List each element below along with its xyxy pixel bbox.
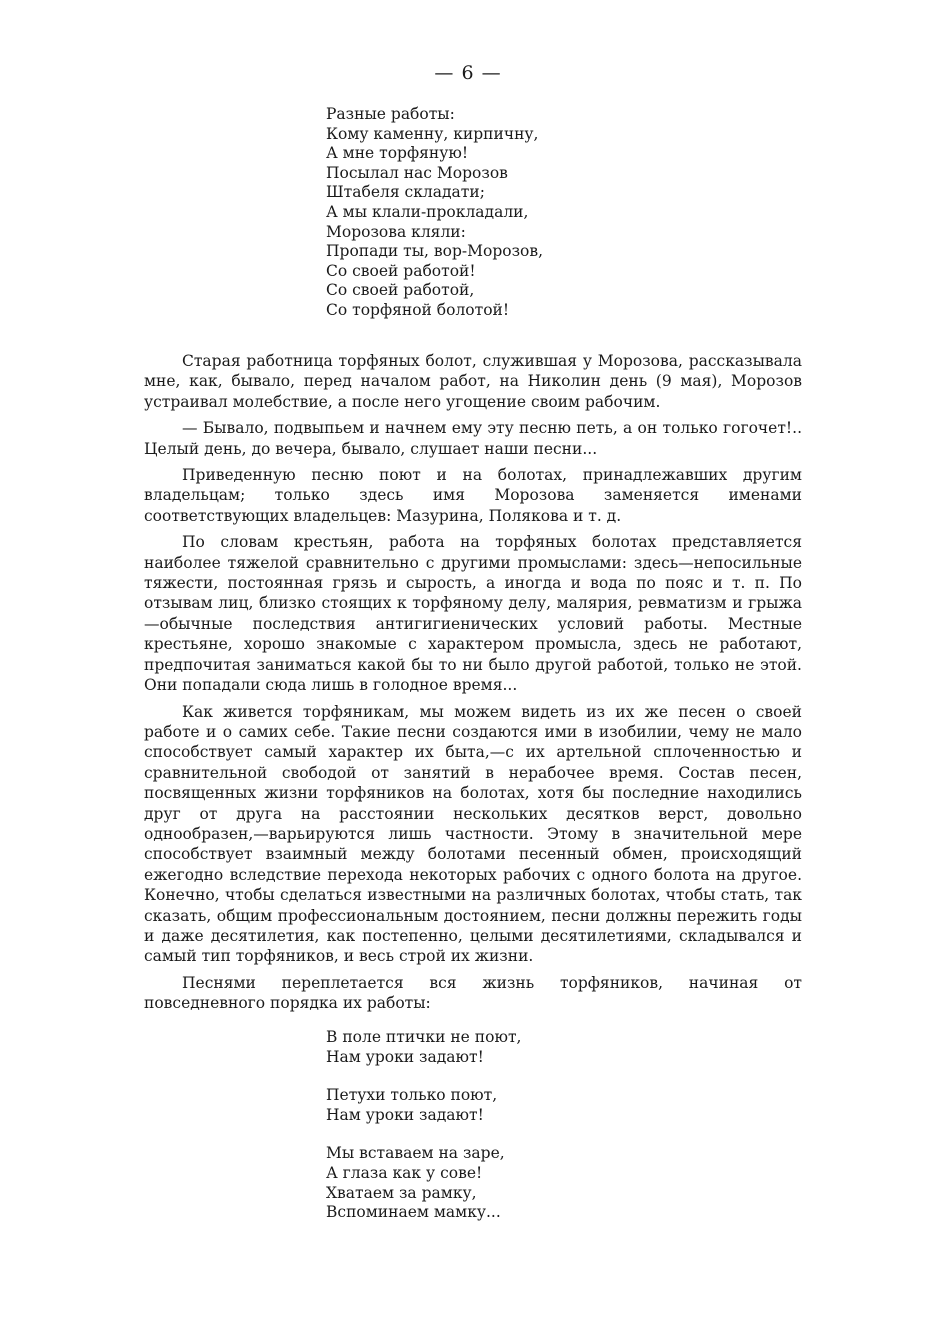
verse-line: Кому каменну, кирпичну,: [326, 124, 539, 143]
verse-line: Нам уроки задают!: [326, 1047, 484, 1066]
verse-line: Нам уроки задают!: [326, 1105, 484, 1124]
verse-line: Со торфяной болотой!: [326, 300, 510, 319]
verse-line: Посылал нас Морозов: [326, 163, 508, 182]
verse-line: Со своей работой,: [326, 281, 475, 300]
verse-line: А мне торфяную!: [326, 144, 469, 163]
stanza: [326, 1086, 521, 1125]
prose-body: [144, 351, 802, 1014]
stanza: [326, 1144, 521, 1222]
stanza: [326, 1028, 521, 1067]
verse-line: Со своей работой!: [326, 261, 476, 280]
verse-line: Пропади ты, вор-Морозов,: [326, 242, 544, 261]
verse-line: Морозова кляли:: [326, 222, 466, 241]
paragraph: Как живется торфяникам, мы можем видеть из их же песен о своей работе и о самих себе. Такие песни создаются ими в изобилии, чему не мало способствует самый характер их быта,—с их артельной сплоченностью и сравнительной свободой от занятий в нерабочее время. Состав песен, посвященных жизни торфяников на болотах, хотя бы последние находились друг от друга на расстоянии нескольких десятков верст, довольно однообразен,—варьируются лишь частности. Этому в значительной мере способствует взаимный между болотами песенный обмен, происходящий ежегодно вследствие перехода некоторых рабочих с одного болота на другое. Конечно, чтобы сделаться известными на различных болотах, чтобы стать, так сказать, общим профессиональным достоянием, песни должны пережить годы и даже десятилетия, как постепенно, целыми десятилетиями, складывался и самый тип торфяников, и весь строй их жизни.: [144, 702, 802, 966]
verse-line: Петухи только поют,: [326, 1086, 498, 1105]
verse-block-top: [326, 105, 543, 321]
verse-line: А глаза как у сове!: [326, 1163, 483, 1182]
paragraph: Старая работница торфяных болот, служившая у Морозова, рассказывала мне, как, бывало, перед началом работ, на Николин день (9 мая), Морозов устраивал молебствие, а после него угощение своим рабочим.: [144, 352, 802, 411]
verse-line: Мы вставаем на заре,: [326, 1144, 505, 1163]
verse-line: Хватаем за рамку,: [326, 1183, 477, 1202]
paragraph: Песнями переплетается вся жизнь торфяников, начиная от повседневного порядка их работы:: [144, 973, 802, 1013]
paragraph: Приведенную песню поют и на болотах, принадлежавших другим владельцам; только здесь имя Морозова заменяется именами соответствующих владельцев: Мазурина, Полякова и т. д.: [144, 466, 802, 525]
verse-line: Разные работы:: [326, 105, 455, 123]
verse-line: А мы клали-прокладали,: [326, 202, 529, 221]
paragraph: — Бывало, подвыпьем и начнем ему эту песню петь, а он только гогочет!.. Целый день, до вечера, бывало, слушает наши песни...: [144, 419, 802, 458]
verse-line: Штабеля складати;: [326, 183, 485, 202]
verse-line: В поле птички не поют,: [326, 1028, 522, 1046]
verse-block-bottom: [326, 1028, 521, 1223]
verse-line: Вспоминаем мамку...: [326, 1203, 501, 1222]
page-number: — 6 —: [434, 62, 502, 84]
paragraph: По словам крестьян, работа на торфяных болотах представляется наиболее тяжелой сравнительно с другими промыслами: здесь—непосильные тяжести, постоянная грязь и сырость, а иногда и вода по пояс и т. п. По отзывам лиц, близко стоящих к торфяному делу, малярия, ревматизм и грыжа—обычные последствия антигигиенических условий работы. Местные крестьяне, хорошо знакомые с характером промысла, здесь не работают, предпочитая заниматься какой бы то ни было другой работой, только не этой. Они попадали сюда лишь в голодное время...: [144, 533, 802, 695]
